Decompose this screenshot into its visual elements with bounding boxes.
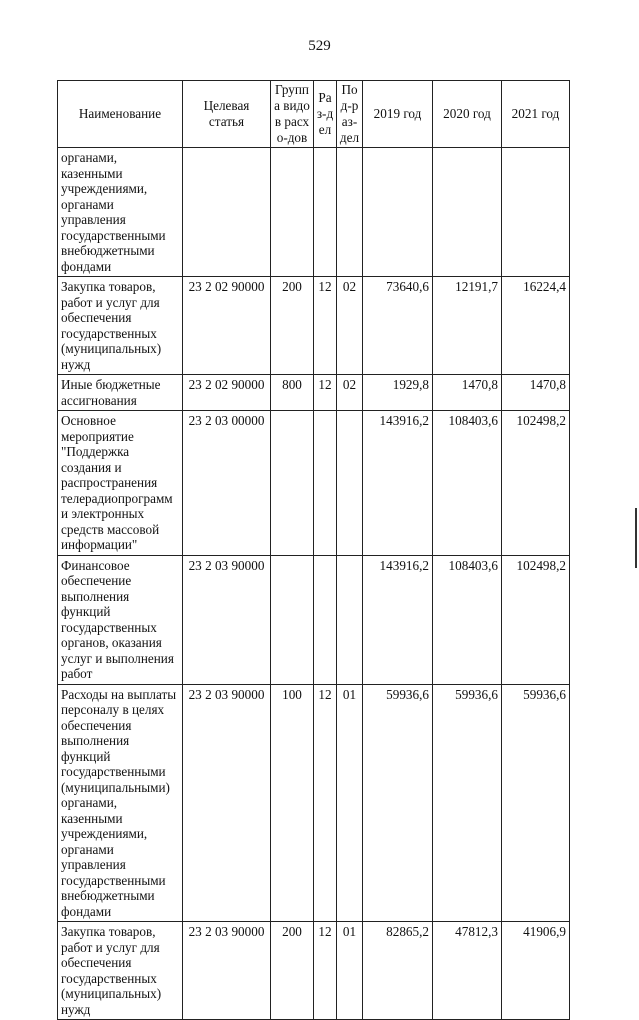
- row-name: Финансовое обеспечение выполнения функций государственных органов, оказания услуг и выполнения работ: [58, 555, 183, 684]
- row-name: Основное мероприятие "Поддержка создания и распространения телерадиопрограмм и электронных средств массовой информации": [58, 411, 183, 556]
- row-subsection: 01: [337, 684, 363, 922]
- row-2019: 59936,6: [363, 684, 433, 922]
- row-2021: [502, 148, 570, 277]
- row-expense-group: [271, 148, 314, 277]
- row-2021: 102498,2: [502, 555, 570, 684]
- header-target-article: Целевая статья: [183, 81, 271, 148]
- row-expense-group: [271, 411, 314, 556]
- table-row: [58, 148, 570, 277]
- row-2020: 108403,6: [433, 411, 502, 556]
- header-expense-group: Группа видов расхо-дов: [271, 81, 314, 148]
- row-2021: 102498,2: [502, 411, 570, 556]
- row-target-article: 23 2 02 90000: [183, 375, 271, 411]
- row-section: 12: [314, 684, 337, 922]
- row-target-article: 23 2 03 90000: [183, 922, 271, 1020]
- row-subsection: 02: [337, 277, 363, 375]
- row-2021: 1470,8: [502, 375, 570, 411]
- table-row: [58, 375, 570, 411]
- row-2020: 47812,3: [433, 922, 502, 1020]
- row-target-article: [183, 148, 271, 277]
- row-2020: [433, 148, 502, 277]
- header-name: Наименование: [58, 81, 183, 148]
- row-expense-group: 200: [271, 922, 314, 1020]
- row-2019: 143916,2: [363, 411, 433, 556]
- header-2019: 2019 год: [363, 81, 433, 148]
- row-expense-group: 200: [271, 277, 314, 375]
- row-expense-group: 800: [271, 375, 314, 411]
- row-2019: [363, 148, 433, 277]
- row-2021: 16224,4: [502, 277, 570, 375]
- row-section: 12: [314, 277, 337, 375]
- row-subsection: 01: [337, 922, 363, 1020]
- row-2019: 143916,2: [363, 555, 433, 684]
- table-row: [58, 277, 570, 375]
- row-name: органами, казенными учреждениями, органами управления государственными внебюджетными фондами: [58, 148, 183, 277]
- row-name: Расходы на выплаты персоналу в целях обеспечения выполнения функций государственными (муниципальными) органами, казенными учреждениями, органами управления государственными внебюджетными фондами: [58, 684, 183, 922]
- row-subsection: [337, 555, 363, 684]
- row-subsection: [337, 148, 363, 277]
- row-subsection: 02: [337, 375, 363, 411]
- row-name: Закупка товаров, работ и услуг для обеспечения государственных (муниципальных) нужд: [58, 922, 183, 1020]
- page-edge-mark: [635, 508, 637, 568]
- row-target-article: 23 2 03 00000: [183, 411, 271, 556]
- header-row: [58, 81, 570, 148]
- row-name: Иные бюджетные ассигнования: [58, 375, 183, 411]
- row-2020: 108403,6: [433, 555, 502, 684]
- row-target-article: 23 2 03 90000: [183, 555, 271, 684]
- row-2020: 1470,8: [433, 375, 502, 411]
- header-2020: 2020 год: [433, 81, 502, 148]
- row-name: Закупка товаров, работ и услуг для обеспечения государственных (муниципальных) нужд: [58, 277, 183, 375]
- row-2020: 12191,7: [433, 277, 502, 375]
- budget-table: [57, 80, 570, 1020]
- row-2019: 1929,8: [363, 375, 433, 411]
- row-expense-group: [271, 555, 314, 684]
- row-2020: 59936,6: [433, 684, 502, 922]
- table-row: [58, 411, 570, 556]
- row-section: [314, 148, 337, 277]
- row-2019: 82865,2: [363, 922, 433, 1020]
- header-subsection: Под-раз-дел: [337, 81, 363, 148]
- row-section: [314, 555, 337, 684]
- page-number: 529: [308, 38, 331, 54]
- row-target-article: 23 2 02 90000: [183, 277, 271, 375]
- row-2021: 59936,6: [502, 684, 570, 922]
- row-section: 12: [314, 375, 337, 411]
- table-row: [58, 684, 570, 922]
- table-row: [58, 922, 570, 1020]
- row-section: [314, 411, 337, 556]
- header-2021: 2021 год: [502, 81, 570, 148]
- row-section: 12: [314, 922, 337, 1020]
- table-row: [58, 555, 570, 684]
- row-2019: 73640,6: [363, 277, 433, 375]
- row-subsection: [337, 411, 363, 556]
- row-2021: 41906,9: [502, 922, 570, 1020]
- row-target-article: 23 2 03 90000: [183, 684, 271, 922]
- row-expense-group: 100: [271, 684, 314, 922]
- header-section: Раз-дел: [314, 81, 337, 148]
